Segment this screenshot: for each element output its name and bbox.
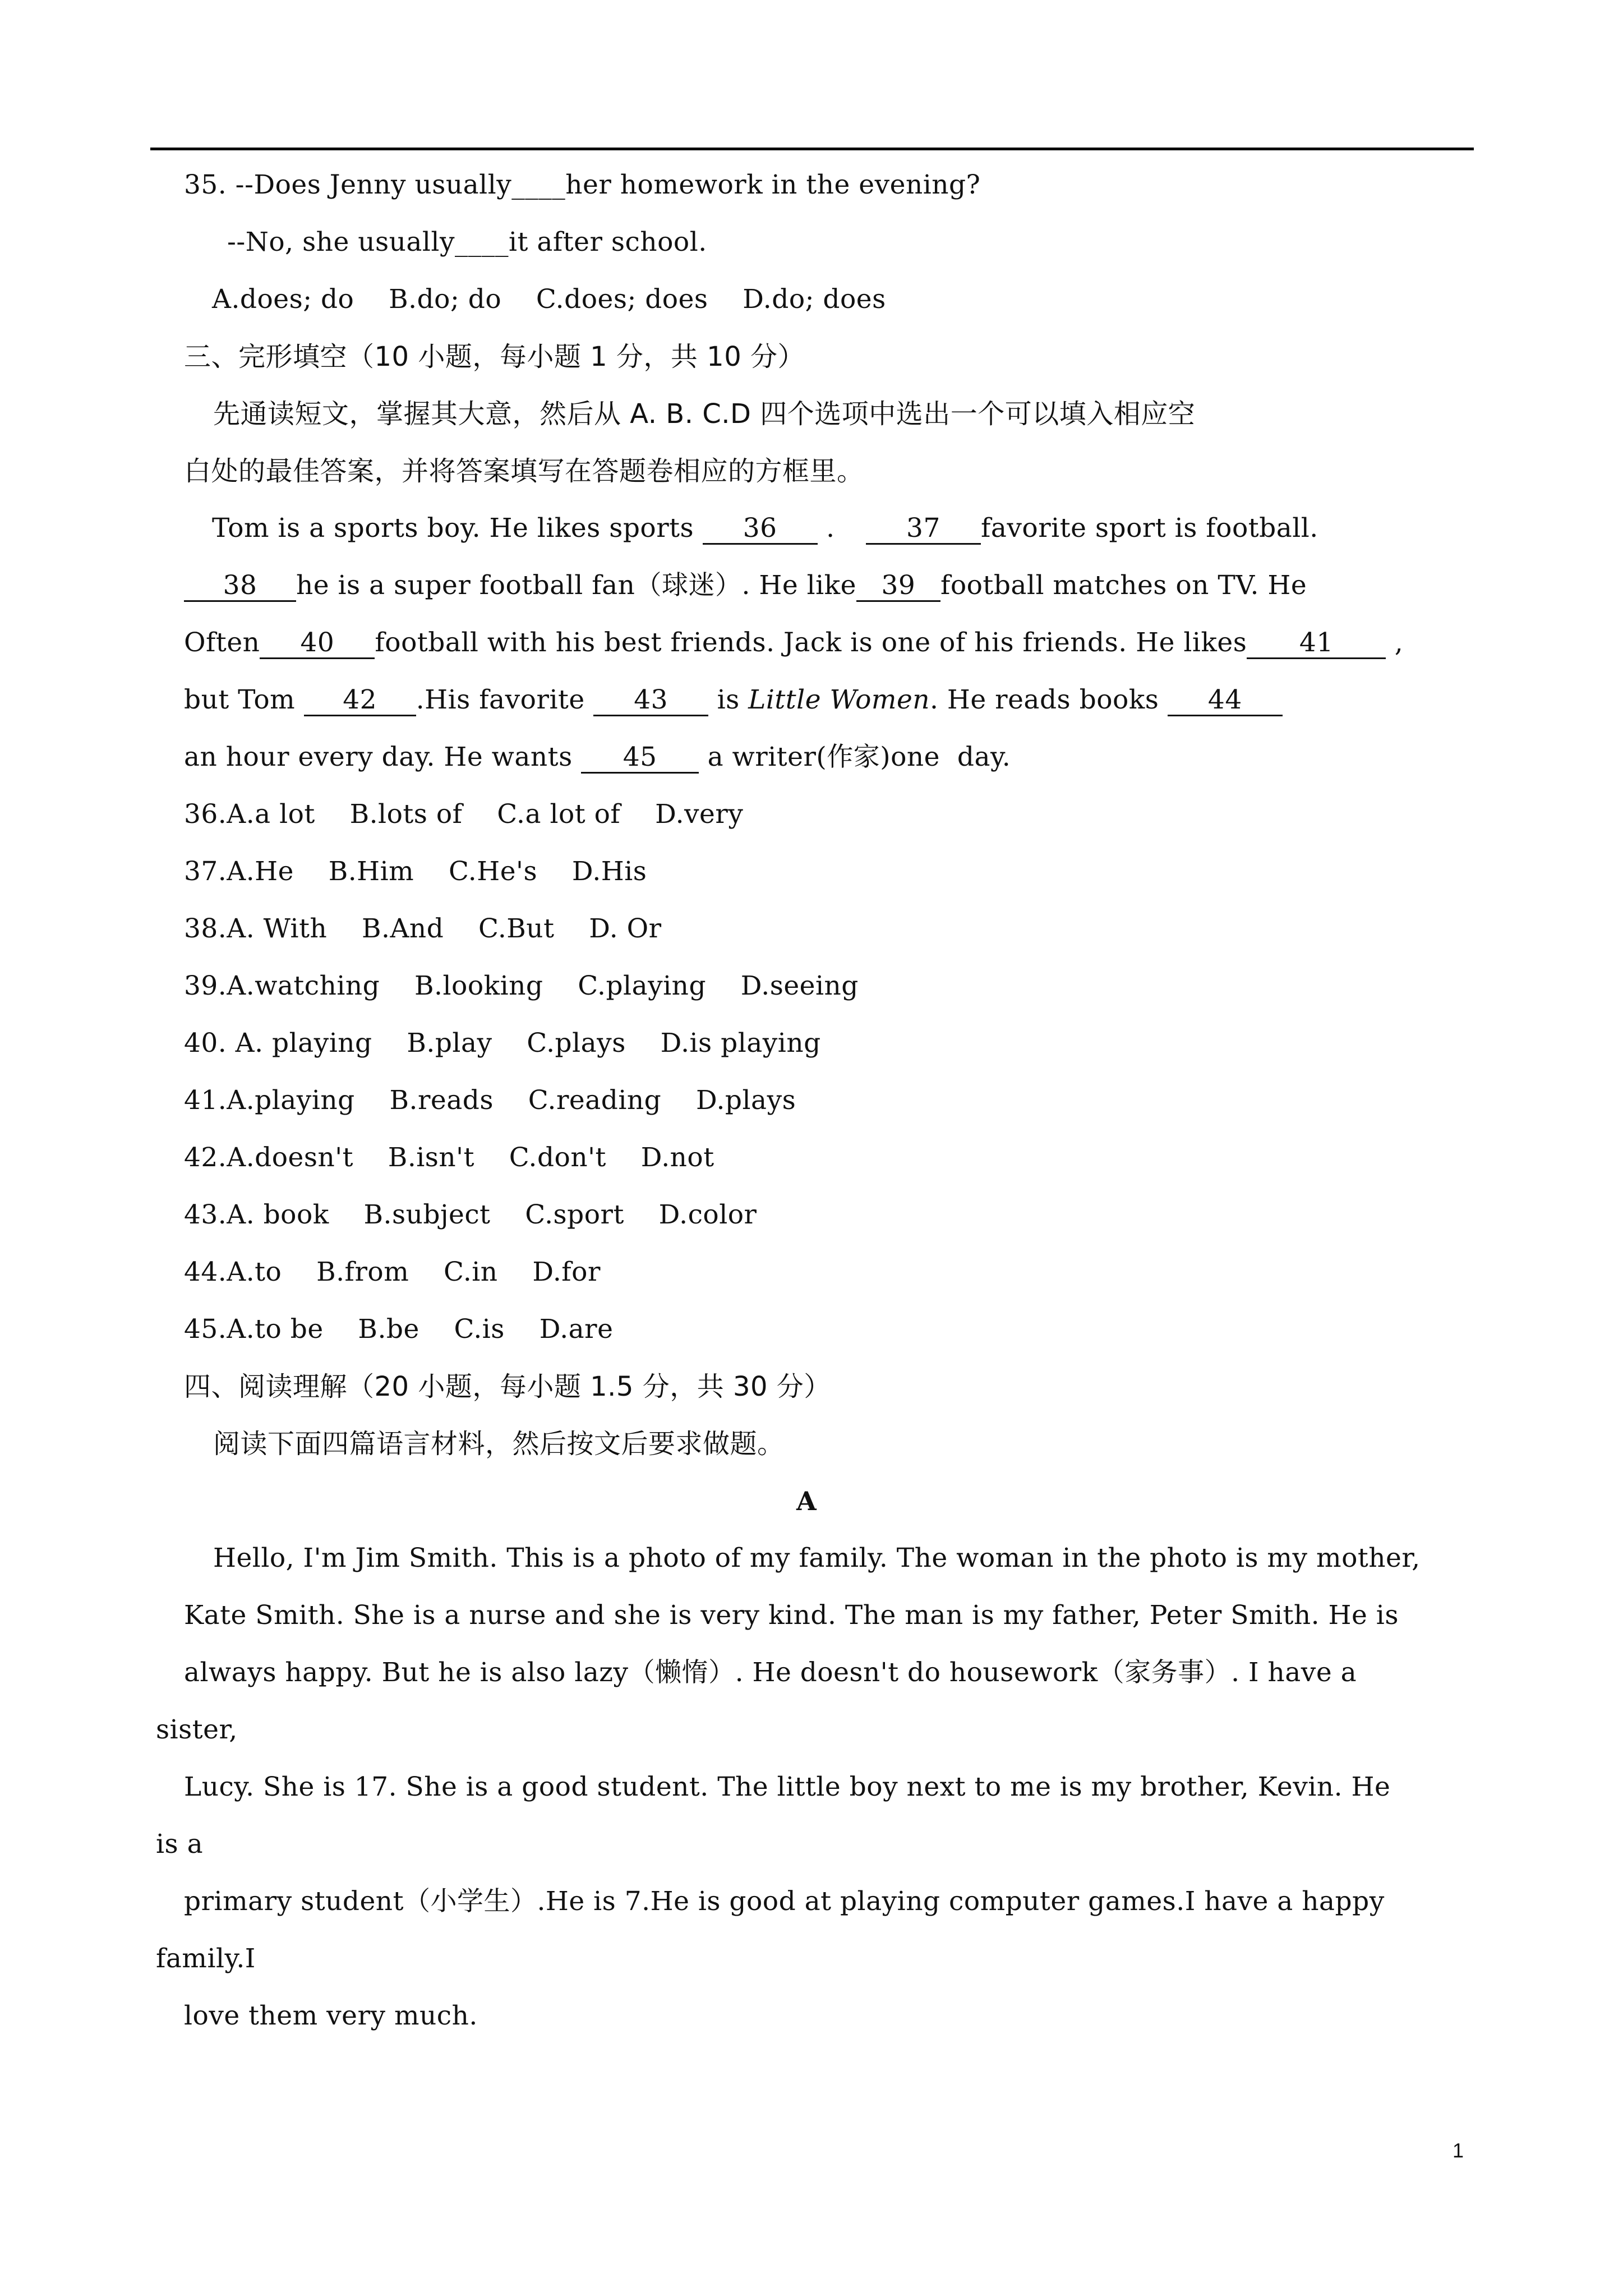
blank-41: 41 — [1247, 628, 1386, 659]
option-row-43: 43.A. book B.subject C.sport D.color — [184, 1199, 757, 1230]
blank-45: 45 — [581, 743, 699, 774]
blank-40: 40 — [260, 628, 375, 659]
reading-a-line-5: Lucy. She is 17. She is a good student. The little boy next to me is my brother, Kevin. He — [184, 1772, 1391, 1802]
passage-text: he is a super football fan（球迷）. He like — [296, 570, 856, 601]
passage-text: favorite sport is football. — [980, 513, 1318, 544]
passage-line-2 — [184, 569, 1307, 602]
passage-text: . He reads books — [930, 684, 1168, 715]
reading-a-line-7: primary student（小学生）.He is 7.He is good at playing computer games.I have a happy — [184, 1886, 1385, 1917]
q35-line1: 35. --Does Jenny usually____her homework in the evening? — [184, 169, 981, 200]
q35-line2: --No, she usually____it after school. — [227, 227, 707, 257]
passage-line-1 — [212, 512, 1318, 545]
passage-text: football with his best friends. Jack is one of his friends. He likes — [375, 627, 1247, 658]
passage-text: Tom is a sports boy. He likes sports — [212, 513, 703, 544]
section3-title: 三、完形填空（10 小题，每小题 1 分，共 10 分） — [184, 341, 805, 372]
reading-a-line-1: Hello, I'm Jim Smith. This is a photo of my family. The woman in the photo is my mother, — [213, 1543, 1421, 1573]
blank-43: 43 — [593, 685, 708, 716]
option-row-42: 42.A.doesn't B.isn't C.don't D.not — [184, 1142, 714, 1173]
passage-line-4 — [184, 683, 1283, 717]
passage-line-3 — [184, 626, 1403, 660]
passage-text: Often — [184, 627, 260, 658]
blank-42: 42 — [304, 685, 416, 716]
q35-options: A.does; do B.do; do C.does; does D.do; does — [212, 284, 886, 315]
book-title: Little Women — [748, 684, 930, 715]
passage-line-5 — [184, 740, 1011, 774]
blank-36: 36 — [703, 514, 818, 545]
option-row-40: 40. A. playing B.play C.plays D.is playing — [184, 1028, 821, 1059]
section3-instruction-2: 白处的最佳答案，并将答案填写在答题卷相应的方框里。 — [184, 455, 864, 487]
passage-text: but Tom — [184, 684, 304, 715]
option-row-44: 44.A.to B.from C.in D.for — [184, 1257, 601, 1287]
blank-37: 37 — [866, 514, 981, 545]
header-rule — [150, 148, 1474, 150]
reading-a-line-3: always happy. But he is also lazy（懒惰）. He doesn't do housework（家务事）. I have a — [184, 1657, 1357, 1688]
passage-text: an hour every day. He wants — [184, 742, 582, 772]
option-row-41: 41.A.playing B.reads C.reading D.plays — [184, 1085, 796, 1116]
passage-text: is — [708, 684, 749, 715]
passage-text: a writer(作家)one day. — [699, 742, 1011, 772]
section4-instruction: 阅读下面四篇语言材料，然后按文后要求做题。 — [213, 1428, 785, 1460]
section3-instruction-1: 先通读短文，掌握其大意，然后从 A. B. C.D 四个选项中选出一个可以填入相应空 — [213, 398, 1196, 430]
option-row-45: 45.A.to be B.be C.is D.are — [184, 1314, 614, 1345]
section4-title: 四、阅读理解（20 小题，每小题 1.5 分，共 30 分） — [184, 1371, 831, 1402]
page-number: 1 — [1453, 2139, 1464, 2162]
reading-a-line-8: family.I — [156, 1943, 256, 1974]
blank-44: 44 — [1168, 685, 1283, 716]
option-row-36: 36.A.a lot B.lots of C.a lot of D.very — [184, 799, 744, 830]
passage-label-a: A — [796, 1486, 817, 1516]
option-row-38: 38.A. With B.And C.But D. Or — [184, 913, 662, 944]
reading-a-line-2: Kate Smith. She is a nurse and she is very kind. The man is my father, Peter Smith. He is — [184, 1600, 1399, 1631]
blank-38: 38 — [184, 571, 296, 602]
passage-text: football matches on TV. He — [940, 570, 1307, 601]
option-row-37: 37.A.He B.Him C.He's D.His — [184, 856, 647, 887]
passage-text: .His favorite — [416, 684, 594, 715]
passage-text: , — [1386, 627, 1404, 658]
reading-a-line-9: love them very much. — [184, 2000, 478, 2031]
blank-39: 39 — [856, 571, 940, 602]
reading-a-line-6: is a — [156, 1829, 204, 1860]
passage-text: . — [817, 513, 843, 544]
reading-a-line-4: sister, — [156, 1714, 238, 1745]
option-row-39: 39.A.watching B.looking C.playing D.seeing — [184, 970, 859, 1001]
